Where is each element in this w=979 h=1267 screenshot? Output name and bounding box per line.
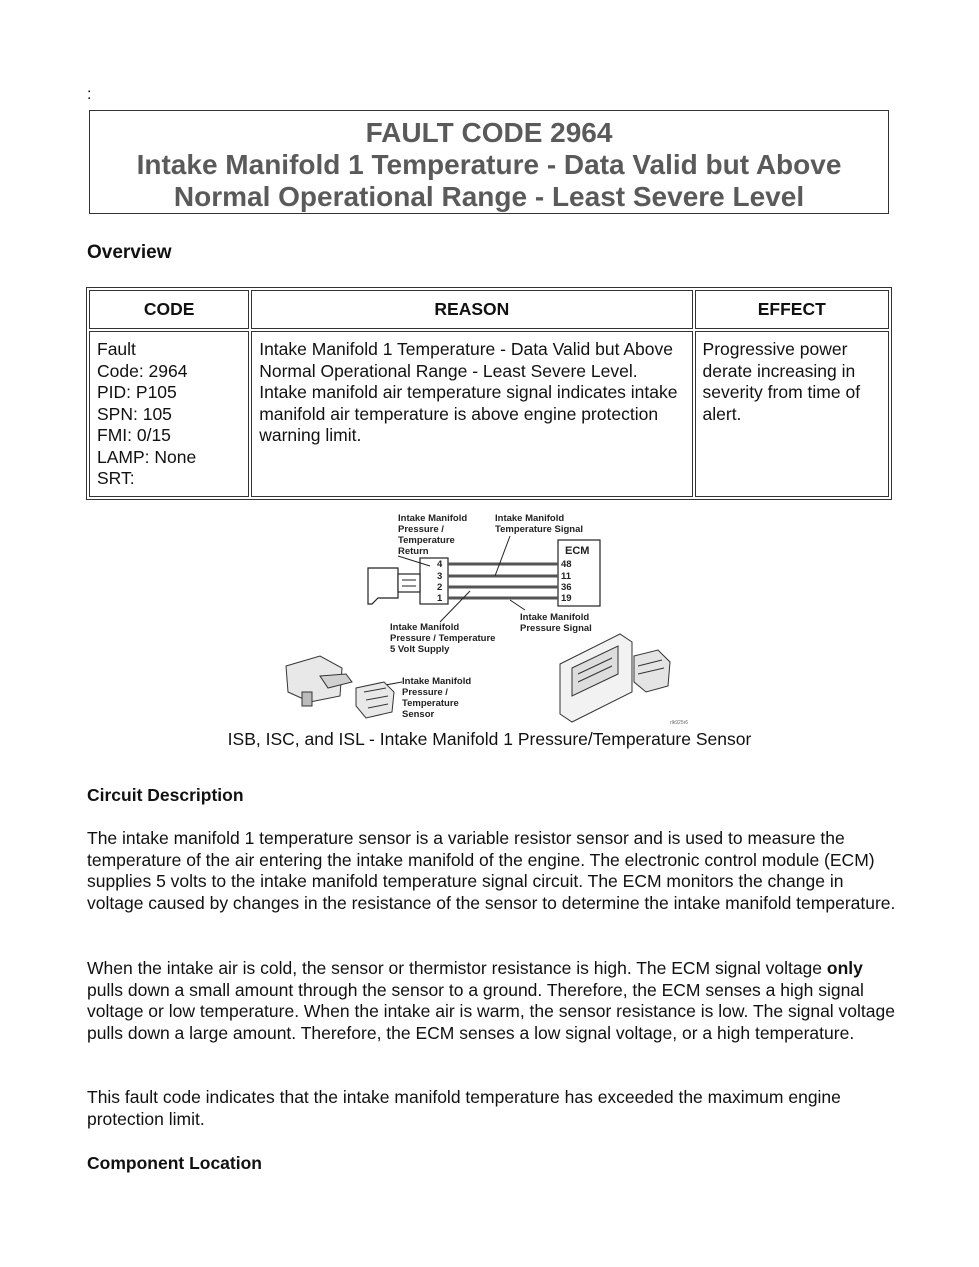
header-effect: EFFECT bbox=[695, 290, 889, 329]
diagram-text: Intake Manifold bbox=[520, 612, 590, 623]
diagram-text: Intake Manifold bbox=[402, 676, 472, 687]
paragraph-2-bold: only bbox=[826, 958, 863, 978]
diagram-text: Intake Manifold bbox=[390, 622, 460, 633]
pin-label: 36 bbox=[561, 582, 572, 593]
pin-label: 11 bbox=[561, 571, 572, 582]
paragraph-2-text: When the intake air is cold, the sensor or thermistor resistance is high. The ECM signal voltage bbox=[87, 958, 827, 978]
diagram-text: Pressure / Temperature bbox=[390, 633, 496, 644]
header-code: CODE bbox=[89, 290, 249, 329]
pin-label: 19 bbox=[561, 593, 572, 604]
paragraph-2-text: pulls down a small amount through the sensor to a ground. Therefore, the ECM senses a high signal voltage or low temperature. When the intake air is warm, the sensor resistance is low. The signal voltage pulls down a large amount. Therefore, the ECM senses a low signal voltage, or a high temperature. bbox=[87, 979, 895, 1043]
stray-colon: : bbox=[87, 86, 92, 103]
paragraph-1: The intake manifold 1 temperature sensor is a variable resistor sensor and is used to measure the temperature of the air entering the intake manifold of the engine. The electronic control module (ECM) supplies 5 volts to the intake manifold temperature signal circuit. The ECM monitors the change in voltage caused by changes in the resistance of the sensor to determine the intake manifold temperature. bbox=[87, 828, 896, 913]
diagram-text: Pressure / bbox=[402, 687, 448, 698]
component-location-heading: Component Location bbox=[87, 1153, 262, 1173]
fault-code-title-box bbox=[89, 110, 889, 214]
sensor-illustration bbox=[286, 656, 394, 718]
diagram-text: Temperature bbox=[398, 535, 455, 546]
code-line: Code: 2964 bbox=[97, 360, 188, 381]
wiring-diagram bbox=[280, 506, 700, 728]
ecm-illustration bbox=[560, 634, 670, 722]
diagram-text: Pressure / bbox=[398, 524, 444, 535]
ecm-label: ECM bbox=[565, 545, 590, 557]
label-return bbox=[398, 513, 467, 557]
pin-label: 1 bbox=[437, 593, 443, 604]
code-line: PID: P105 bbox=[97, 382, 177, 402]
fault-code-title: FAULT CODE 2964 bbox=[365, 117, 613, 148]
figure-code: rlk925r6 bbox=[670, 720, 689, 726]
leader-lines bbox=[380, 536, 525, 686]
code-line: FMI: 0/15 bbox=[97, 425, 171, 445]
code-line: LAMP: None bbox=[97, 446, 197, 467]
effect-cell: Progressive power derate increasing in severity from time of alert. bbox=[695, 331, 889, 497]
label-sensor bbox=[402, 676, 471, 720]
label-pressure-signal bbox=[520, 612, 592, 634]
fault-code-subtitle-line1: Intake Manifold 1 Temperature - Data Valid but Above bbox=[136, 149, 842, 180]
diagram-text: Temperature Signal bbox=[495, 524, 583, 535]
overview-table bbox=[86, 287, 892, 500]
pin-label: 48 bbox=[561, 559, 572, 570]
label-temperature-signal bbox=[495, 513, 583, 535]
figure-caption: ISB, ISC, and ISL - Intake Manifold 1 Pressure/Temperature Sensor bbox=[227, 729, 752, 749]
overview-heading: Overview bbox=[87, 242, 172, 263]
paragraph-3: This fault code indicates that the intake manifold temperature has exceeded the maximum engine protection limit. bbox=[87, 1087, 841, 1129]
code-line: Fault bbox=[97, 339, 136, 359]
pin-label: 4 bbox=[437, 559, 443, 570]
fault-code-subtitle-line2: Normal Operational Range - Least Severe Level bbox=[173, 181, 805, 212]
sensor-connector-block bbox=[420, 558, 448, 604]
table-row bbox=[89, 331, 889, 497]
header-reason: REASON bbox=[251, 290, 692, 329]
label-supply bbox=[390, 622, 495, 655]
diagram-text: Sensor bbox=[402, 709, 435, 720]
paragraph-2 bbox=[87, 958, 899, 1044]
diagram-text: Return bbox=[398, 546, 429, 557]
diagram-text: Pressure Signal bbox=[520, 623, 592, 634]
code-cell bbox=[89, 331, 249, 497]
code-line: SRT: bbox=[97, 468, 135, 488]
code-line: SPN: 105 bbox=[97, 403, 172, 424]
diagram-text: Intake Manifold bbox=[495, 513, 565, 524]
sensor-symbol bbox=[368, 568, 398, 604]
diagram-text: Intake Manifold bbox=[398, 513, 468, 524]
circuit-description-heading: Circuit Description bbox=[87, 785, 244, 805]
pin-label: 2 bbox=[437, 582, 443, 593]
circuit-wires bbox=[448, 564, 558, 598]
table-header-row bbox=[89, 290, 889, 329]
diagram-text: 5 Volt Supply bbox=[390, 644, 450, 655]
diagram-text: Temperature bbox=[402, 698, 459, 709]
pin-label: 3 bbox=[437, 571, 443, 582]
reason-cell: Intake Manifold 1 Temperature - Data Valid but Above Normal Operational Range - Least Severe Level. Intake manifold air temperature signal indicates intake manifold air temperature is above engine protection warning limit. bbox=[251, 331, 692, 497]
